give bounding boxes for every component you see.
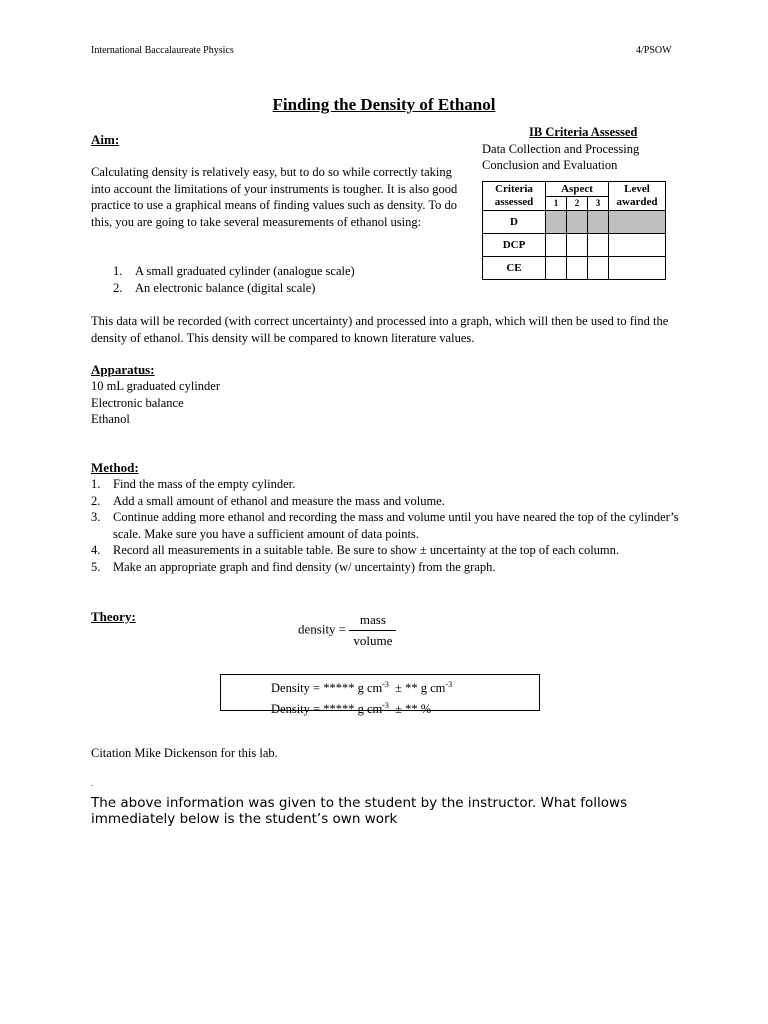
formula-lhs: density =	[298, 621, 347, 637]
aim-list	[113, 263, 473, 296]
list-item: 3. Continue adding more ethanol and recording the mass and volume until you have neared the top of the cylinder’s scale. Make sure you have a sufficient amount of data points.	[91, 510, 679, 541]
list-item: 2. An electronic balance (digital scale)	[113, 280, 316, 295]
cell	[567, 234, 588, 257]
table-row	[483, 211, 666, 234]
cell	[567, 257, 588, 280]
page-title: Finding the Density of Ethanol	[272, 95, 496, 114]
table-row	[483, 234, 666, 257]
apparatus-heading: Apparatus:	[91, 362, 155, 377]
aspect-1-header: 1	[546, 197, 567, 211]
criteria-heading: IB Criteria Assessed	[529, 125, 638, 139]
citation: Citation Mike Dickenson for this lab.	[91, 746, 278, 760]
list-item: 1. Find the mass of the empty cylinder.	[91, 477, 296, 491]
criteria-line-1: Data Collection and Processing	[482, 142, 640, 156]
formula-numerator: mass	[349, 612, 396, 631]
formula-fraction	[349, 612, 396, 649]
cell	[609, 211, 666, 234]
stray-dot: .	[91, 779, 93, 788]
header-right: 4/PSOW	[636, 45, 672, 56]
apparatus-list	[91, 378, 220, 428]
formula-denominator: volume	[353, 633, 393, 648]
list-item: 5. Make an appropriate graph and find density (w/ uncertainty) from the graph.	[91, 559, 496, 574]
theory-heading: Theory:	[91, 609, 136, 624]
criteria-col-header: Criteria assessed	[483, 182, 546, 211]
instructor-note: The above information was given to the student by the instructor. What follows immediately below is the student’s own work	[91, 795, 628, 827]
row-label-dcp: DCP	[483, 234, 546, 257]
criteria-line-2: Conclusion and Evaluation	[482, 158, 618, 172]
list-item: 10 mL graduated cylinder	[91, 379, 221, 393]
list-item: 2. Add a small amount of ethanol and measure the mass and volume.	[91, 493, 445, 508]
aspect-2-header: 2	[567, 197, 588, 211]
row-label-ce: CE	[483, 257, 546, 280]
aspect-3-header: 3	[588, 197, 609, 211]
row-label-d: D	[483, 211, 546, 234]
cell	[546, 257, 567, 280]
cell	[588, 257, 609, 280]
cell	[546, 234, 567, 257]
method-heading: Method:	[91, 460, 139, 475]
method-list	[91, 476, 681, 575]
result-box	[220, 674, 540, 717]
aspect-header: Aspect	[546, 182, 609, 197]
result-line-2: Density = ***** g $cm^{-3}$ ± ** %	[271, 701, 432, 717]
cell	[588, 211, 609, 234]
level-header: Level awarded	[609, 182, 666, 211]
cell	[546, 211, 567, 234]
cell	[609, 234, 666, 257]
result-line-1: Density = ***** g $cm^{-3}$ ± ** g $cm^{-3}$	[271, 680, 453, 696]
cell	[588, 234, 609, 257]
criteria-table	[482, 181, 666, 280]
aim-paragraph: Calculating density is relatively easy, but to do so while correctly taking into account the limitations of your instruments is tougher. It is also good practice to use a graphical means of finding values such as density. To do this, you are going to take several measurements of ethanol using:	[91, 165, 458, 229]
list-item: 4. Record all measurements in a suitable table. Be sure to show ± uncertainty at the top of each column.	[91, 543, 620, 557]
table-row	[483, 257, 666, 280]
header-left: International Baccalaureate Physics	[91, 45, 234, 56]
list-item: 1. A small graduated cylinder (analogue scale)	[113, 264, 355, 278]
density-formula	[298, 612, 396, 649]
list-item: Ethanol	[91, 412, 130, 426]
list-item: Electronic balance	[91, 395, 184, 410]
cell	[567, 211, 588, 234]
aim-paragraph-2: This data will be recorded (with correct uncertainty) and processed into a graph, which will then be used to find the density of ethanol. This density will be compared to known literature values.	[91, 314, 669, 345]
aim-heading: Aim:	[91, 132, 120, 147]
cell	[609, 257, 666, 280]
